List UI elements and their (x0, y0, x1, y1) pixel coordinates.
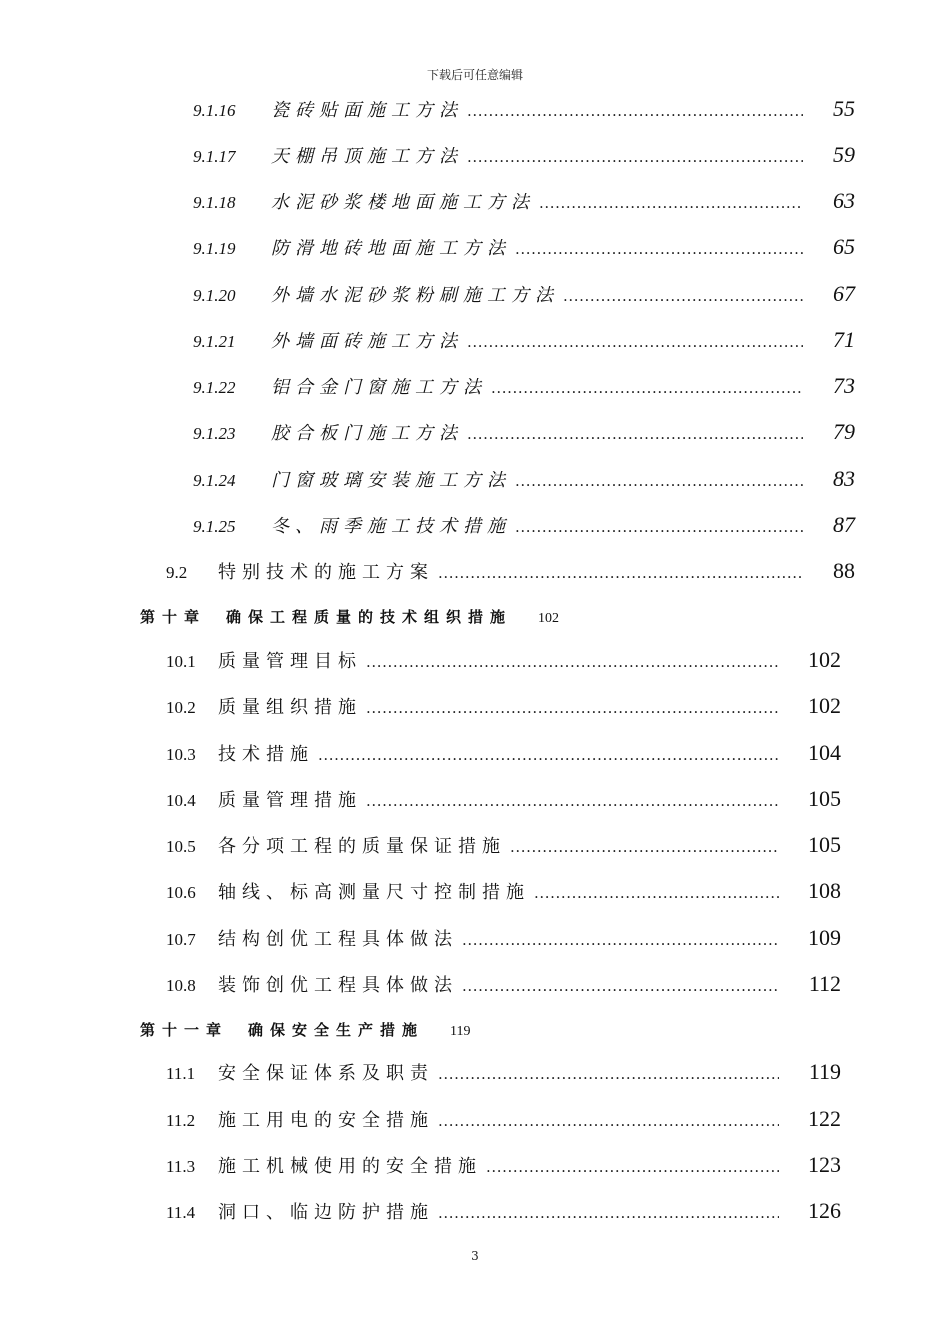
entry-page: 71 (833, 327, 855, 352)
dot-leader (366, 792, 779, 810)
entry-page: 108 (808, 878, 841, 903)
toc-entry[interactable] (166, 740, 841, 770)
entry-number: 10.4 (166, 791, 196, 810)
entry-page: 87 (833, 512, 855, 537)
entry-number: 10.5 (166, 837, 196, 856)
entry-number: 9.1.19 (193, 239, 236, 258)
entry-number: 10.1 (166, 652, 196, 671)
entry-number: 9.1.18 (193, 193, 236, 212)
entry-title: 门窗玻璃安装施工方法 (271, 470, 511, 491)
toc-entry[interactable] (193, 188, 855, 218)
toc-entry[interactable] (166, 647, 841, 677)
entry-number: 9.1.23 (193, 424, 236, 443)
entry-number: 11.3 (166, 1157, 196, 1176)
dot-leader (515, 240, 803, 258)
dot-leader (467, 148, 803, 166)
entry-page: 109 (808, 925, 841, 950)
entry-title: 结构创优工程具体做法 (218, 929, 458, 950)
toc-entry[interactable] (166, 786, 841, 816)
chapter-page: 102 (538, 611, 560, 626)
entry-number: 9.2 (166, 563, 188, 582)
toc-entry[interactable] (166, 558, 855, 588)
chapter-title: 确保安全生产措施 (248, 1021, 425, 1039)
toc-entry[interactable] (166, 878, 841, 908)
entry-title: 洞口、临边防护措施 (218, 1202, 434, 1223)
toc-entry[interactable] (193, 512, 855, 542)
entry-title: 技术措施 (218, 744, 314, 765)
entry-title: 铝合金门窗施工方法 (271, 377, 487, 398)
entry-page: 105 (808, 832, 841, 857)
entry-title: 施工机械使用的安全措施 (218, 1156, 482, 1177)
toc-entry[interactable] (193, 373, 855, 403)
dot-leader (366, 653, 779, 671)
entry-page: 105 (808, 786, 841, 811)
toc-entry[interactable] (166, 1106, 841, 1136)
dot-leader (438, 1204, 779, 1222)
entry-number: 10.3 (166, 745, 196, 764)
entry-number: 10.8 (166, 976, 196, 995)
dot-leader (534, 884, 779, 902)
entry-page: 104 (808, 740, 841, 765)
dot-leader (366, 699, 779, 717)
entry-title: 各分项工程的质量保证措施 (218, 836, 506, 857)
dot-leader (515, 518, 803, 536)
entry-page: 63 (833, 188, 855, 213)
toc-entry[interactable] (166, 971, 841, 1001)
entry-title: 质量管理目标 (218, 651, 362, 672)
entry-title: 质量管理措施 (218, 790, 362, 811)
entry-title: 施工用电的安全措施 (218, 1110, 434, 1131)
chapter-heading[interactable] (140, 1019, 471, 1040)
toc-entry[interactable] (193, 466, 855, 496)
entry-page: 123 (808, 1152, 841, 1177)
entry-page: 126 (808, 1198, 841, 1223)
entry-title: 防滑地砖地面施工方法 (271, 238, 511, 259)
page-number: 3 (471, 1249, 479, 1263)
dot-leader (563, 287, 803, 305)
entry-page: 55 (833, 96, 855, 121)
toc-entry[interactable] (193, 96, 855, 126)
entry-title: 质量组织措施 (218, 697, 362, 718)
entry-number: 9.1.22 (193, 378, 236, 397)
toc-entry[interactable] (166, 832, 841, 862)
entry-number: 10.7 (166, 930, 196, 949)
entry-number: 9.1.16 (193, 101, 236, 120)
entry-number: 9.1.25 (193, 517, 236, 536)
dot-leader (438, 564, 803, 582)
chapter-page: 119 (450, 1024, 471, 1039)
dot-leader (467, 102, 803, 120)
entry-title: 特别技术的施工方案 (218, 562, 434, 583)
entry-page: 59 (833, 142, 855, 167)
entry-page: 67 (833, 281, 855, 306)
dot-leader (467, 425, 803, 443)
entry-title: 水泥砂浆楼地面施工方法 (271, 192, 535, 213)
entry-page: 102 (808, 647, 841, 672)
entry-number: 9.1.17 (193, 147, 236, 166)
entry-number: 11.2 (166, 1111, 196, 1130)
entry-number: 11.4 (166, 1203, 196, 1222)
toc-entry[interactable] (166, 1152, 841, 1182)
toc-entry[interactable] (166, 1059, 841, 1089)
entry-title: 天棚吊顶施工方法 (271, 146, 463, 167)
dot-leader (510, 838, 779, 856)
dot-leader (462, 931, 779, 949)
dot-leader (539, 194, 803, 212)
dot-leader (486, 1158, 779, 1176)
chapter-heading[interactable] (140, 606, 559, 627)
entry-title: 瓷砖贴面施工方法 (271, 100, 463, 121)
entry-title: 外墙水泥砂浆粉刷施工方法 (271, 285, 559, 306)
entry-page: 119 (808, 1059, 841, 1084)
toc-entry[interactable] (193, 281, 855, 311)
entry-page: 73 (833, 373, 855, 398)
entry-title: 胶合板门施工方法 (271, 423, 463, 444)
chapter-title: 确保工程质量的技术组织措施 (226, 608, 513, 626)
entry-page: 102 (808, 693, 841, 718)
dot-leader (491, 379, 803, 397)
chapter-label: 第十一章 (140, 1021, 229, 1039)
entry-page: 79 (833, 419, 855, 444)
entry-title: 外墙面砖施工方法 (271, 331, 463, 352)
entry-number: 9.1.24 (193, 471, 236, 490)
entry-title: 安全保证体系及职责 (218, 1063, 434, 1084)
toc-entry[interactable] (166, 925, 841, 955)
dot-leader (462, 977, 779, 995)
entry-number: 10.2 (166, 698, 196, 717)
entry-title: 冬、雨季施工技术措施 (271, 516, 511, 537)
entry-page: 88 (833, 558, 855, 583)
entry-title: 轴线、标高测量尺寸控制措施 (218, 882, 530, 903)
dot-leader (467, 333, 803, 351)
entry-number: 9.1.20 (193, 286, 236, 305)
toc-entry[interactable] (166, 693, 841, 723)
toc-entry[interactable] (193, 327, 855, 357)
entry-title: 装饰创优工程具体做法 (218, 975, 458, 996)
entry-number: 10.6 (166, 883, 196, 902)
toc-entry[interactable] (193, 142, 855, 172)
toc-entry[interactable] (193, 419, 855, 449)
page-header: 下载后可任意编辑 (426, 68, 523, 82)
entry-number: 11.1 (166, 1064, 196, 1083)
toc-entry[interactable] (166, 1198, 841, 1228)
dot-leader (438, 1065, 779, 1083)
dot-leader (318, 746, 779, 764)
entry-page: 65 (833, 234, 855, 259)
dot-leader (515, 472, 803, 490)
entry-page: 83 (833, 466, 855, 491)
toc-entry[interactable] (193, 234, 855, 264)
dot-leader (438, 1112, 779, 1130)
entry-page: 122 (808, 1106, 841, 1131)
entry-number: 9.1.21 (193, 332, 236, 351)
chapter-label: 第十章 (140, 608, 207, 626)
entry-page: 112 (808, 971, 841, 996)
